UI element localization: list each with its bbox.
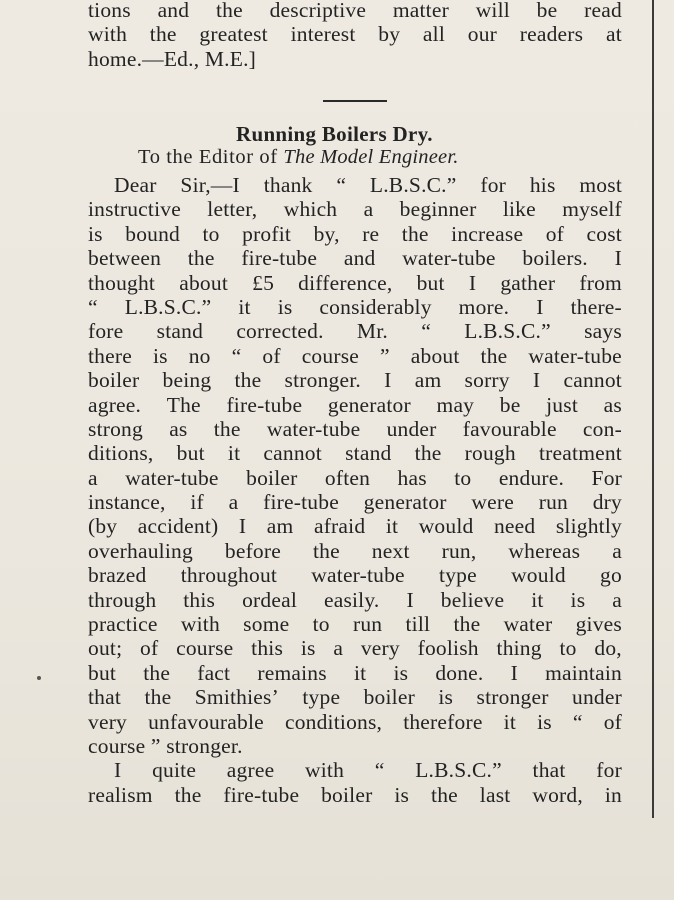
text-line: instance, if a fire-tube generator were run dry	[88, 490, 622, 515]
text-line: course ” stronger.	[88, 733, 243, 758]
text-line: very unfavourable conditions, therefore it is “ of	[88, 709, 622, 734]
text-line: a water-tube boiler often has to endure. For	[88, 465, 622, 490]
text-line: out; of course this is a very foolish thing to do,	[88, 636, 622, 661]
text-line: fore stand corrected. Mr. “ L.B.S.C.” says	[88, 319, 622, 344]
text-line: between the fire-tube and water-tube boilers. I	[88, 246, 622, 271]
text-line: ditions, but it cannot stand the rough treatment	[88, 441, 622, 466]
text-line: there is no “ of course ” about the water-tube	[88, 343, 622, 368]
text-line: instructive letter, which a beginner like myself	[88, 197, 622, 222]
text-line: “ L.B.S.C.” it is considerably more. I there-	[88, 294, 622, 319]
text-line: realism the fire-tube boiler is the last word, in	[88, 782, 622, 807]
letter-body	[88, 173, 622, 807]
text-line: with the greatest interest by all our readers at	[88, 22, 622, 47]
text-line: I quite agree with “ L.B.S.C.” that for	[114, 758, 622, 783]
letter-address	[138, 146, 459, 169]
text-line: strong as the water-tube under favourable con-	[88, 416, 622, 441]
text-line: boiler being the stronger. I am sorry I cannot	[88, 368, 622, 393]
column-rule	[652, 0, 654, 818]
address-prefix: To the Editor of	[138, 146, 284, 168]
section-divider	[323, 100, 387, 102]
text-line: agree. The fire-tube generator may be just as	[88, 392, 622, 417]
text-line: (by accident) I am afraid it would need slightly	[88, 514, 622, 539]
text-line: home.—Ed., M.E.]	[88, 46, 257, 71]
text-line: is bound to profit by, re the increase of cost	[88, 221, 622, 246]
text-line: that the Smithies’ type boiler is stronger under	[88, 685, 622, 710]
magazine-name: The Model Engineer.	[283, 146, 459, 168]
text-line: practice with some to run till the water gives	[88, 612, 622, 637]
text-line: tions and the descriptive matter will be read	[88, 0, 622, 22]
text-line: thought about £5 difference, but I gather from	[88, 270, 622, 295]
margin-speck	[37, 676, 41, 680]
text-line: overhauling before the next run, whereas a	[88, 538, 622, 563]
previous-article-ending	[88, 0, 622, 71]
article-headline: Running Boilers Dry.	[236, 122, 433, 146]
text-line: but the fact remains it is done. I maintain	[88, 660, 622, 685]
text-line: brazed throughout water-tube type would go	[88, 563, 622, 588]
text-line: Dear Sir,—I thank “ L.B.S.C.” for his most	[114, 173, 622, 197]
text-line: through this ordeal easily. I believe it is a	[88, 587, 622, 612]
